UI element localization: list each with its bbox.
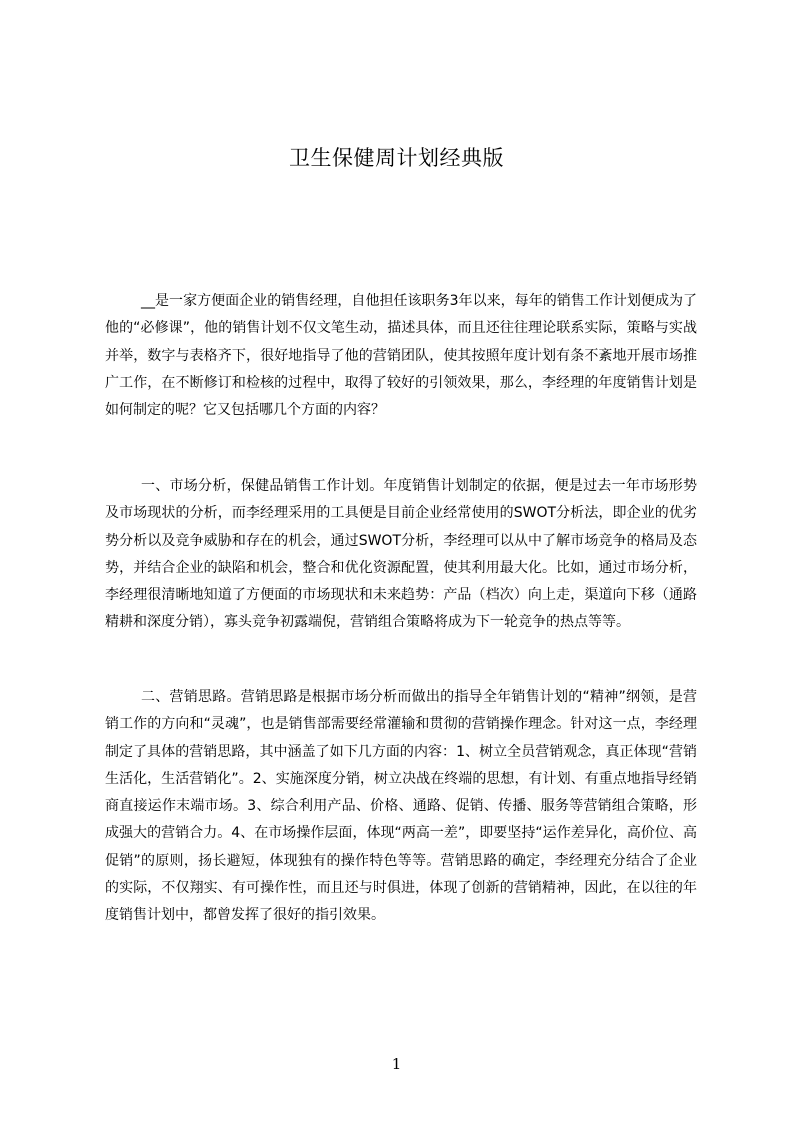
page-number: 1: [391, 1055, 402, 1073]
document-title: 卫生保健周计划经典版: [289, 146, 504, 170]
marketing-strategy-paragraph: 二、营销思路。营销思路是根据市场分析而做出的指导全年销售计划的“精神”纲领，是营销工作的方向和“灵魂”，也是销售部需要经常灌输和贯彻的营销操作理念。针对这一点，李经理制定了具体的营销思路，其中涵盖了如下几方面的内容：1、树立全员营销观念，真正体现“营销生活化，生活营销化”。2、实施深度分销，树立决战在终端的思想，有计划、有重点地指导经销商直接运作末端市场。3、综合利用产品、价格、通路、促销、传播、服务等营销组合策略，形成强大的营销合力。4、在市场操作层面，体现“两高一差”，即要坚持“运作差异化，高价位、高促销”的原则，扬长避短，体现独有的操作特色等等。营销思路的确定，李经理充分结合了企业的实际，不仅翔实、有可操作性，而且还与时俱进，体现了创新的营销精神，因此，在以往的年度销售计划中，都曾发挥了很好的指引效果。: [105, 689, 697, 924]
intro-paragraph: __是一家方便面企业的销售经理，自他担任该职务3年以来，每年的销售工作计划便成为了他的“必修课”，他的销售计划不仅文笔生动，描述具体，而且还往往理论联系实际，策略与实战并举，数字与表格齐下，很好地指导了他的营销团队，使其按照年度计划有条不紊地开展市场推广工作，在不断修订和检核的过程中，取得了较好的引领效果，那么，李经理的年度销售计划是如何制定的呢？它又包括哪几个方面的内容？: [105, 293, 697, 419]
market-analysis-paragraph: 一、市场分析，保健品销售工作计划。年度销售计划制定的依据，便是过去一年市场形势及市场现状的分析，而李经理采用的工具便是目前企业经常使用的SWOT分析法，即企业的优劣势分析以及竞争威胁和存在的机会，通过SWOT分析，李经理可以从中了解市场竞争的格局及态势，并结合企业的缺陷和机会，整合和优化资源配置，使其利用最大化。比如，通过市场分析，李经理很清晰地知道了方便面的市场现状和未来趋势：产品（档次）向上走，渠道向下移（通路精耕和深度分销），寡头竞争初露端倪，营销组合策略将成为下一轮竞争的热点等等。: [105, 478, 697, 631]
